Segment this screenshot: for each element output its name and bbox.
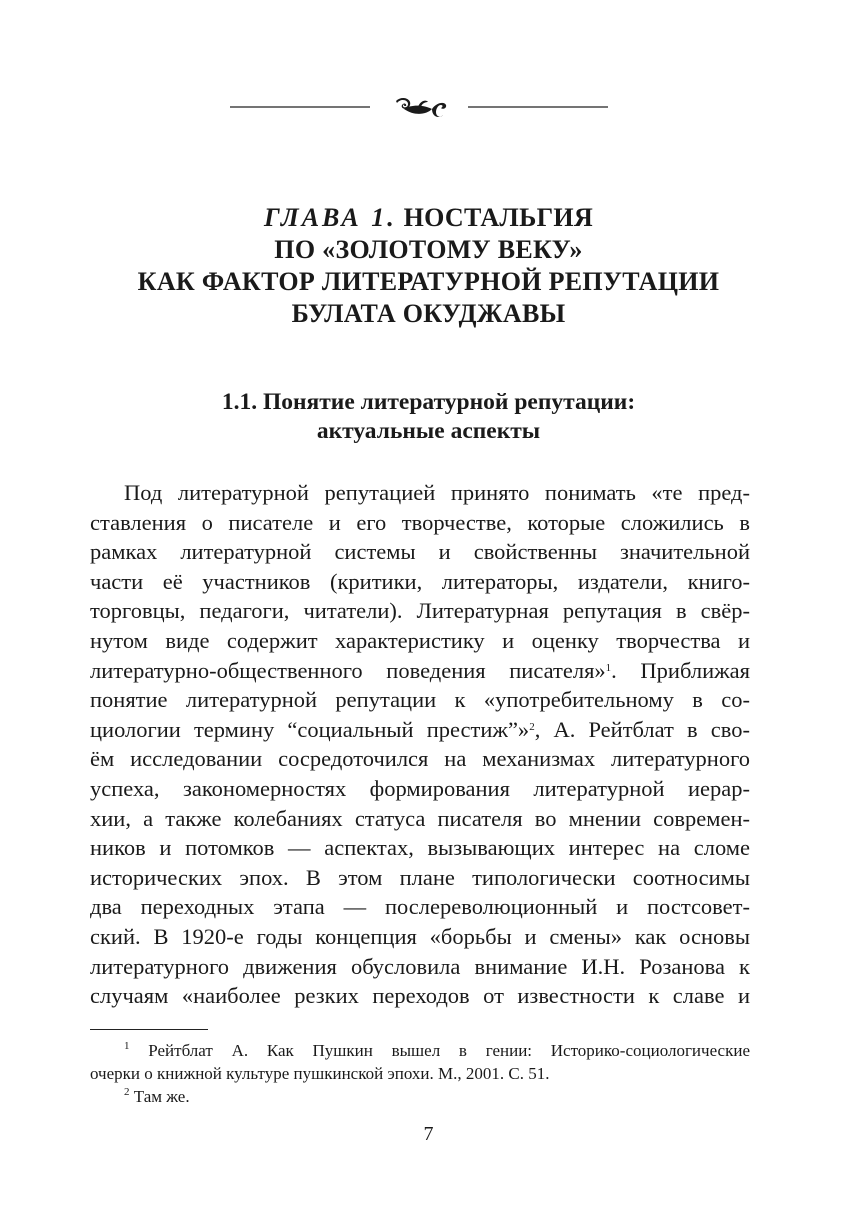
body-text: циологии термину “социальный престиж”»	[90, 716, 530, 742]
body-line: литературного движения обусловила внимание И.Н. Розанова к	[90, 953, 750, 979]
body-line: два переходных этапа — послереволюционный и постсовет-	[90, 894, 750, 920]
footnote-2	[90, 1085, 750, 1108]
footnote-2-text: Там же.	[133, 1087, 190, 1106]
footnotes	[90, 1039, 750, 1108]
section-heading	[60, 388, 797, 446]
page-number: 7	[423, 1123, 434, 1145]
body-line: нутом виде содержит характеристику и оценку творчества и	[90, 627, 750, 653]
chapter-title-line-4: БУЛАТА ОКУДЖАВЫ	[291, 299, 566, 328]
footnote-1-text: Рейтблат А. Как Пушкин вышел в гении: Историко-социологические	[148, 1041, 750, 1060]
section-heading-line-1: 1.1. Понятие литературной репутации:	[221, 389, 636, 415]
body-line: случаям «наиболее резких переходов от известности к славе и	[90, 983, 750, 1009]
body-line: рамках литературной системы и свойственны значительной	[90, 539, 750, 565]
body-text: , А. Рейтблат в сво-	[534, 716, 750, 742]
body-line: торговцы, педагоги, читатели). Литературная репутация в свёр-	[90, 598, 750, 624]
body-line: ставления о писателе и его творчестве, которые сложились в	[90, 509, 750, 535]
body-line: исторических эпох. В этом плане типологически соотносимы	[90, 864, 750, 890]
section-heading-line-2: актуальные аспекты	[316, 418, 541, 444]
footnote-2-number: 2	[124, 1086, 130, 1098]
body-paragraph	[90, 478, 750, 1011]
chapter-title-line-1	[60, 202, 797, 234]
chapter-title-line-3: КАК ФАКТОР ЛИТЕРАТУРНОЙ РЕПУТАЦИИ	[137, 267, 720, 296]
body-text: литературно-общественного поведения писателя»	[90, 657, 606, 683]
body-line: ём исследовании сосредоточился на механизмах литературного	[90, 746, 750, 772]
body-line: хии, а также колебаниях статуса писателя во мнении современ-	[90, 805, 750, 831]
chapter-label: ГЛАВА 1.	[263, 203, 397, 232]
chapter-ornament	[0, 95, 857, 125]
chapter-title-line-2: ПО «ЗОЛОТОМУ ВЕКУ»	[274, 235, 583, 264]
body-line: понятие литературной репутации к «употребительному в со-	[90, 687, 750, 713]
chapter-title	[60, 202, 797, 330]
body-line-with-footnote-ref	[90, 715, 750, 745]
body-line: части её участников (критики, литераторы, издатели, книго-	[90, 568, 750, 594]
body-line: ский. В 1920-е годы концепция «борьбы и смены» как основы	[90, 923, 750, 949]
footnote-1-line-2: очерки о книжной культуре пушкинской эпохи. М., 2001. С. 51.	[90, 1064, 550, 1083]
footnote-1-number: 1	[124, 1040, 130, 1052]
body-text: . Приближая	[611, 657, 750, 683]
footnote-ref-1: 1	[605, 661, 612, 674]
footnote-ref-2: 2	[529, 720, 535, 733]
body-line: успеха, закономерностях формирования литературной иерар-	[90, 775, 750, 801]
body-line: ников и потомков — аспектах, вызывающих интерес на сломе	[90, 835, 750, 861]
footnote-1-line-1	[90, 1039, 750, 1062]
footnote-separator	[90, 1029, 208, 1030]
chapter-title-part1: НОСТАЛЬГИЯ	[403, 203, 594, 232]
body-line-with-footnote-ref	[90, 656, 750, 686]
body-line: Под литературной репутацией принято понимать «те пред-	[124, 480, 750, 505]
